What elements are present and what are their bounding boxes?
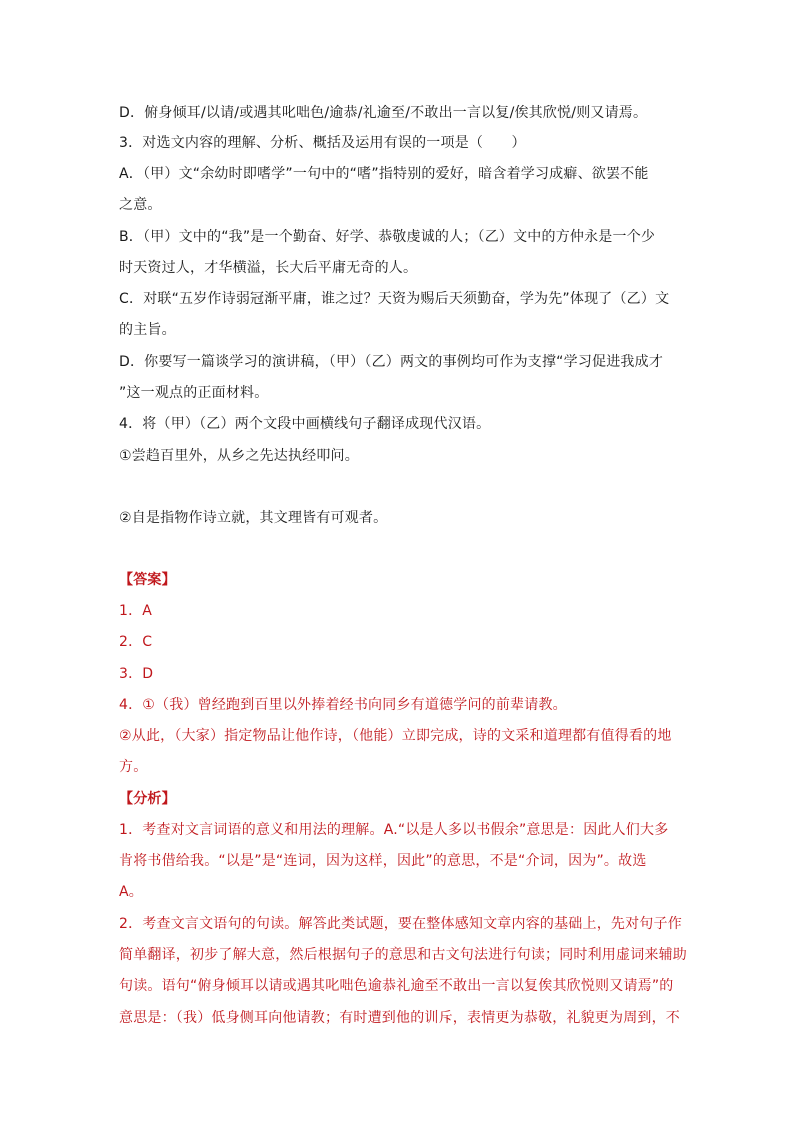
analysis-2-line3: 句读。语句“俯身倾耳以请或遇其叱咄色逾恭礼逾至不敢出一言以复俟其欣悦则又请焉”的 (119, 978, 674, 994)
question-3-option-b-line1: B．（甲）文中的“我”是一个勤奋、好学、恭敬虔诚的人；（乙）文中的方仲永是一个少 (119, 229, 656, 245)
question-4-stem: 4．将（甲）（乙）两个文段中画横线句子翻译成现代汉语。 (119, 416, 491, 432)
question-3-option-d-line2: ”这一观点的正面材料。 (119, 385, 269, 401)
answer-1: 1．A (119, 603, 153, 619)
analysis-1-line3: A。 (119, 884, 143, 900)
answer-4-line3: 方。 (119, 759, 148, 775)
answer-3: 3．D (119, 666, 154, 682)
question-3-option-c-line1: C．对联“五岁作诗弱冠渐平庸，谁之过？天资为赐后天须勤奋，学为先”体现了（乙）文 (119, 291, 670, 307)
question-4-sentence-1: ①尝趋百里外，从乡之先达执经叩问。 (119, 448, 359, 464)
analysis-2-line2: 简单翻译，初步了解大意，然后根据句子的意思和古文句法进行句读；同时利用虚词来辅助 (119, 947, 687, 963)
question-3-option-a-line2: 之意。 (119, 197, 162, 213)
question-3-option-b-line2: 时天资过人，才华横溢，长大后平庸无奇的人。 (119, 260, 418, 276)
answer-4-line2: ②从此，（大家）指定物品让他作诗，（他能）立即完成，诗的文采和道理都有值得看的地 (119, 728, 672, 744)
answer-4-line1: 4．①（我）曾经跑到百里以外捧着经书向同乡有道德学问的前辈请教。 (119, 697, 567, 713)
analysis-1-line2: 肯将书借给我。“以是”是“连词，因为这样，因此”的意思，不是“介词，因为”。故选 (119, 853, 647, 869)
question-4-sentence-2: ②自是指物作诗立就，其文理皆有可观者。 (119, 510, 388, 526)
analysis-heading: 【分析】 (119, 791, 176, 807)
answer-2: 2．C (119, 634, 153, 650)
question-3-option-c-line2: 的主旨。 (119, 322, 176, 338)
answer-heading: 【答案】 (119, 572, 176, 588)
question-3-option-d-line1: D．你要写一篇谈学习的演讲稿，（甲）（乙）两文的事例均可作为支撑“学习促进我成才 (119, 354, 664, 370)
analysis-1-line1: 1．考查对文言词语的意义和用法的理解。A.“以是人多以书假余”意思是：因此人们大多 (119, 822, 669, 838)
question-2-option-d: D．俯身倾耳/以请/或遇其叱咄色/逾恭/礼逾至/不敢出一言以复/俟其欣悦/则又请焉。 (119, 105, 648, 121)
analysis-2-line4: 意思是：（我）低身侧耳向他请教；有时遭到他的训斥，表情更为恭敬，礼貌更为周到，不 (119, 1010, 680, 1026)
analysis-2-line1: 2．考查文言文语句的句读。解答此类试题，要在整体感知文章内容的基础上，先对句子作 (119, 916, 682, 932)
question-3-option-a-line1: A．（甲）文“余幼时即嗜学”一句中的“嗜”指特别的爱好，暗含着学习成癖、欲罢不能 (119, 166, 649, 182)
question-3-stem: 3．对选文内容的理解、分析、概括及运用有误的一项是（ ） (119, 135, 526, 151)
